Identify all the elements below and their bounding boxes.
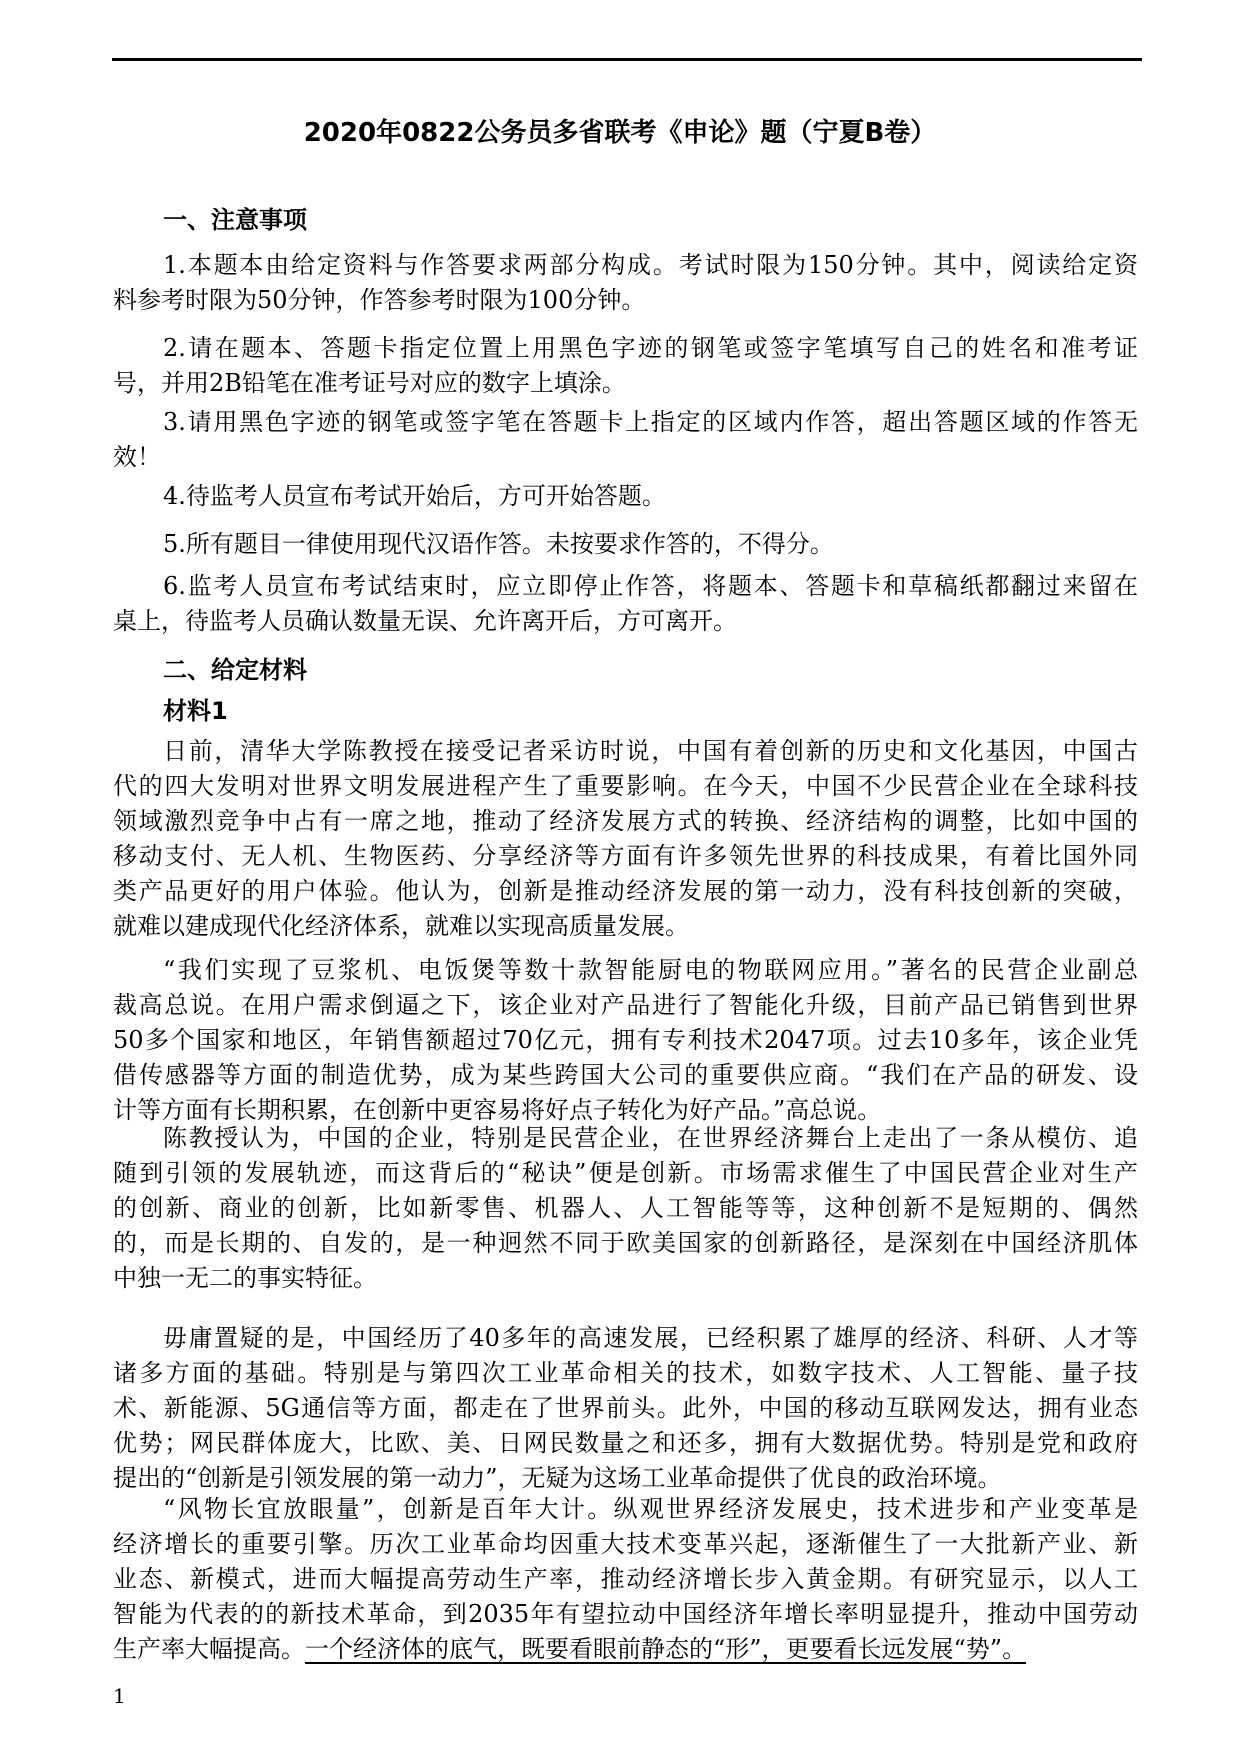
underlined-key-sentence: 一个经济体的底气，既要看眼前静态的“形”，更要看长远发展“势”。 [305,1635,1027,1663]
text-line: 1.本题本由给定资料与作答要求两部分构成。考试时限为150分钟。其中，阅读给定资 [163,251,1138,279]
text-line: 的，而是长期的、自发的，是一种迥然不同于欧美国家的创新路径，是深刻在中国经济肌体 [113,1229,1138,1257]
text-line: 50多个国家和地区，年销售额超过70亿元，拥有专利技术2047项。过去10多年，该企业凭 [113,1026,1138,1054]
text-segment: 生产率大幅提高。 [113,1635,305,1663]
text-line: 优势；网民群体庞大，比欧、美、日网民数量之和还多，拥有大数据优势。特别是党和政府 [113,1429,1138,1457]
page-number: 1 [113,1684,126,1708]
paragraph [113,569,1138,639]
text-line: 3.请用黑色字迹的钢笔或签字笔在答题卡上指定的区域内作答，超出答题区域的作答无 [163,408,1138,436]
text-line: 诸多方面的基础。特别是与第四次工业革命相关的技术，如数字技术、人工智能、量子技 [113,1359,1138,1387]
text-line: “风物长宜放眼量”，创新是百年大计。纵观世界经济发展史，技术进步和产业变革是 [163,1495,1138,1523]
header-rule [112,58,1142,61]
text-line: 借传感器等方面的制造优势，成为某些跨国大公司的重要供应商。“我们在产品的研发、设 [113,1061,1138,1089]
text-line: 号，并用2B铅笔在准考证号对应的数字上填涂。 [113,369,626,397]
text-line: 随到引领的发展轨迹，而这背后的“秘诀”便是创新。市场需求催生了中国民营企业对生产 [113,1159,1138,1187]
text-line: 代的四大发明对世界文明发展进程产生了重要影响。在今天，中国不少民营企业在全球科技 [113,772,1138,800]
paragraph [113,331,1138,401]
section-heading-materials: 二、给定材料 [163,656,307,684]
text-line: 的创新、商业的创新，比如新零售、机器人、人工智能等等，这种创新不是短期的、偶然 [113,1194,1138,1222]
paragraph [113,527,1138,562]
text-line: 就难以建成现代化经济体系，就难以实现高质量发展。 [113,912,689,940]
text-line: 智能为代表的的新技术革命，到2035年有望拉动中国经济年增长率明显提升，推动中国劳动 [113,1600,1138,1628]
text-line: 日前，清华大学陈教授在接受记者采访时说，中国有着创新的历史和文化基因，中国古 [163,737,1138,765]
text-line: 术、新能源、5G通信等方面，都走在了世界前头。此外，中国的移动互联网发达，拥有业态 [113,1394,1138,1422]
paragraph [113,248,1138,318]
section-heading-notes: 一、注意事项 [163,206,307,234]
paragraph [113,953,1138,1128]
text-line: 业态、新模式，进而大幅提高劳动生产率，推动经济增长步入黄金期。有研究显示，以人工 [113,1565,1138,1593]
text-line: 6.监考人员宣布考试结束时，应立即停止作答，将题本、答题卡和草稿纸都翻过来留在 [163,572,1138,600]
text-line: 桌上，待监考人员确认数量无误、允许离开后，方可离开。 [113,607,737,635]
text-line: 领域激烈竞争中占有一席之地，推动了经济发展方式的转换、经济结构的调整，比如中国的 [113,807,1138,835]
text-line: 移动支付、无人机、生物医药、分享经济等方面有许多领先世界的科技成果，有着比国外同 [113,842,1138,870]
text-line: 计等方面有长期积累，在创新中更容易将好点子转化为好产品。”高总说。 [113,1096,882,1124]
page-title: 2020年0822公务员多省联考《申论》题（宁夏B卷） [303,118,937,148]
text-line: 经济增长的重要引擎。历次工业革命均因重大技术变革兴起，逐渐催生了一大批新产业、新 [113,1530,1138,1558]
paragraph [113,479,1138,514]
material-title: 材料1 [163,697,228,725]
text-line: 5.所有题目一律使用现代汉语作答。未按要求作答的，不得分。 [163,530,834,558]
text-line: 裁高总说。在用户需求倒逼之下，该企业对产品进行了智能化升级，目前产品已销售到世界 [113,991,1138,1019]
paragraph [113,734,1138,944]
text-line: 4.待监考人员宣布考试开始后，方可开始答题。 [163,482,666,510]
text-line: 中独一无二的事实特征。 [113,1264,377,1292]
text-line: 毋庸置疑的是，中国经历了40多年的高速发展，已经积累了雄厚的经济、科研、人才等 [163,1324,1138,1352]
text-line: 类产品更好的用户体验。他认为，创新是推动经济发展的第一动力，没有科技创新的突破， [113,877,1138,905]
text-line: 提出的“创新是引领发展的第一动力”，无疑为这场工业革命提供了优良的政治环境。 [113,1464,1002,1492]
paragraph [113,405,1138,475]
text-line [113,1632,1138,1667]
text-line: 效！ [113,443,161,471]
paragraph [113,1492,1138,1667]
text-line: 2.请在题本、答题卡指定位置上用黑色字迹的钢笔或签字笔填写自己的姓名和准考证 [163,334,1138,362]
paragraph [113,1121,1138,1296]
paragraph [113,1321,1138,1496]
text-line: 料参考时限为50分钟，作答参考时限为100分钟。 [113,286,646,314]
text-line: “我们实现了豆浆机、电饭煲等数十款智能厨电的物联网应用。”著名的民营企业副总 [163,956,1138,984]
text-line: 陈教授认为，中国的企业，特别是民营企业，在世界经济舞台上走出了一条从模仿、追 [163,1124,1138,1152]
